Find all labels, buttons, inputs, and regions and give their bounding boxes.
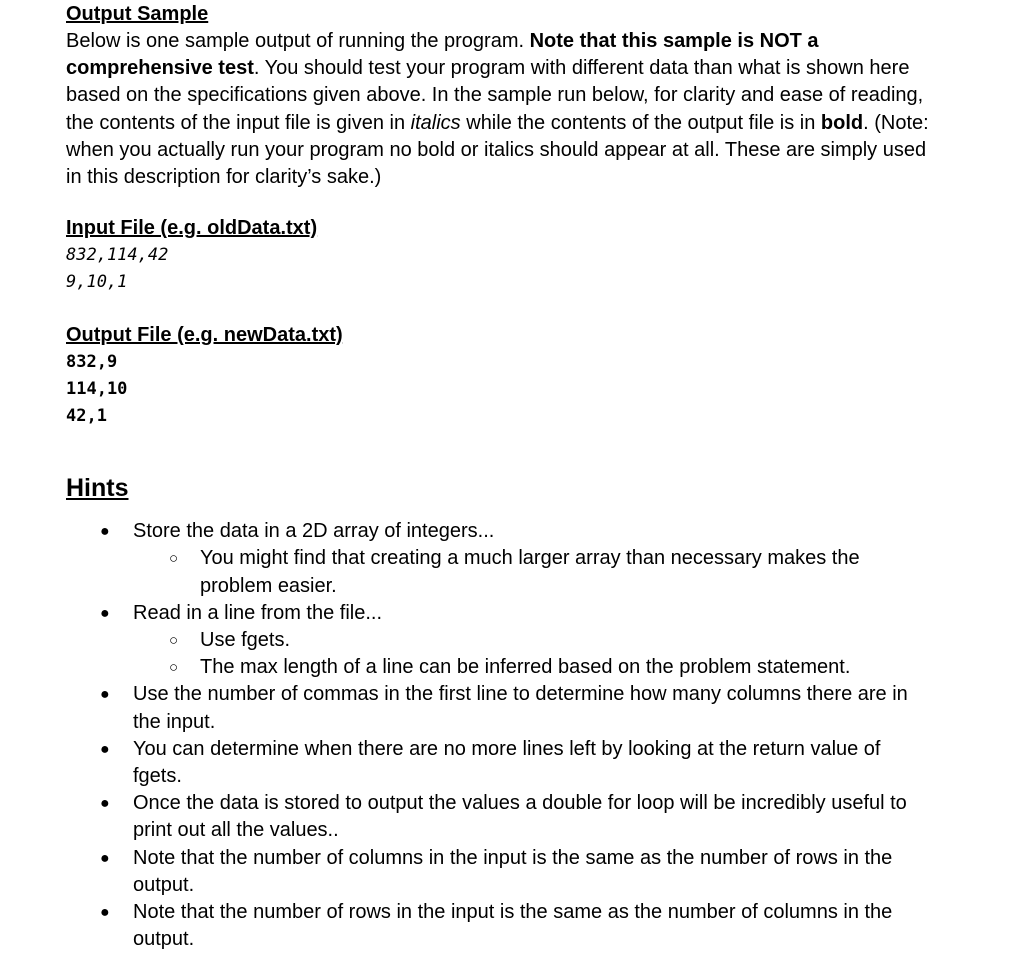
input-line: 9,10,1 [66,272,128,293]
hint-subitem-text: Use fgets. [200,629,291,652]
hint-item [66,736,933,790]
output-file-content [66,349,966,430]
input-line: 832,114,42 [66,245,169,266]
document [66,0,966,953]
hint-sublist [133,627,933,681]
input-file-content [66,242,966,296]
hint-item [66,790,933,844]
output-sample-paragraph [66,28,946,191]
bullet-icon: ● [100,604,110,622]
hint-text: Note that the number of rows in the input is the same as the number of columns in the output. [133,901,893,951]
hint-text: Note that the number of columns in the input is the same as the number of rows in the output. [133,846,893,896]
bullet-icon: ● [100,523,110,541]
hint-sublist [133,545,933,599]
paragraph-text: Below is one sample output of running the program. [66,30,530,52]
hints-list [66,518,966,953]
hint-text: Store the data in a 2D array of integers... [133,520,495,543]
paragraph-italic-text: italics [410,111,461,134]
hint-text: Use the number of commas in the first line to determine how many columns there are in the input. [133,683,908,733]
hint-item [66,600,933,682]
hint-item [66,845,933,899]
hint-item [66,899,933,953]
output-file-heading: Output File (e.g. newData.txt) [66,324,343,347]
bullet-icon: ● [100,849,110,867]
bullet-icon: ● [100,740,110,758]
output-sample-heading: Output Sample [66,3,209,25]
hint-text: You can determine when there are no more lines left by looking at the return value of fgets. [133,737,881,788]
bullet-icon: ● [100,795,110,813]
circle-bullet-icon: ○ [169,632,179,650]
hint-item [66,681,933,735]
hint-item [66,518,933,600]
paragraph-bold-text: Note that this sample is NOT a comprehensive test [66,30,819,80]
bullet-icon: ● [100,904,110,922]
bullet-icon: ● [100,686,110,704]
hint-subitem [133,545,880,599]
hint-subitem-text: You might find that creating a much larger array than necessary makes the problem easier. [200,547,860,597]
paragraph-text: . You should test your program with different data than what is shown here based on the specifications given above. In the sample run below, for clarity and ease of reading, the contents of the input file is given in [66,57,924,134]
input-file-heading: Input File (e.g. oldData.txt) [66,217,318,240]
hint-subitem [133,627,880,654]
paragraph-text: while the contents of the output file is in [460,111,821,134]
output-line: 832,9 [66,352,118,373]
hint-subitem [133,654,880,681]
output-line: 42,1 [66,406,107,427]
paragraph-text: . (Note: when you actually run your program no bold or italics should appear at all. These are simply used in this description for clarity’s sake.) [66,111,929,189]
paragraph-bold-text: bold [820,111,864,134]
hints-heading: Hints [66,474,129,503]
hint-subitem-text: The max length of a line can be inferred based on the problem statement. [200,656,851,679]
circle-bullet-icon: ○ [169,550,179,568]
output-line: 114,10 [66,379,128,400]
hint-text: Once the data is stored to output the values a double for loop will be incredibly useful to print out all the values.. [133,792,907,842]
hint-text: Read in a line from the file... [133,601,383,624]
circle-bullet-icon: ○ [169,659,179,677]
